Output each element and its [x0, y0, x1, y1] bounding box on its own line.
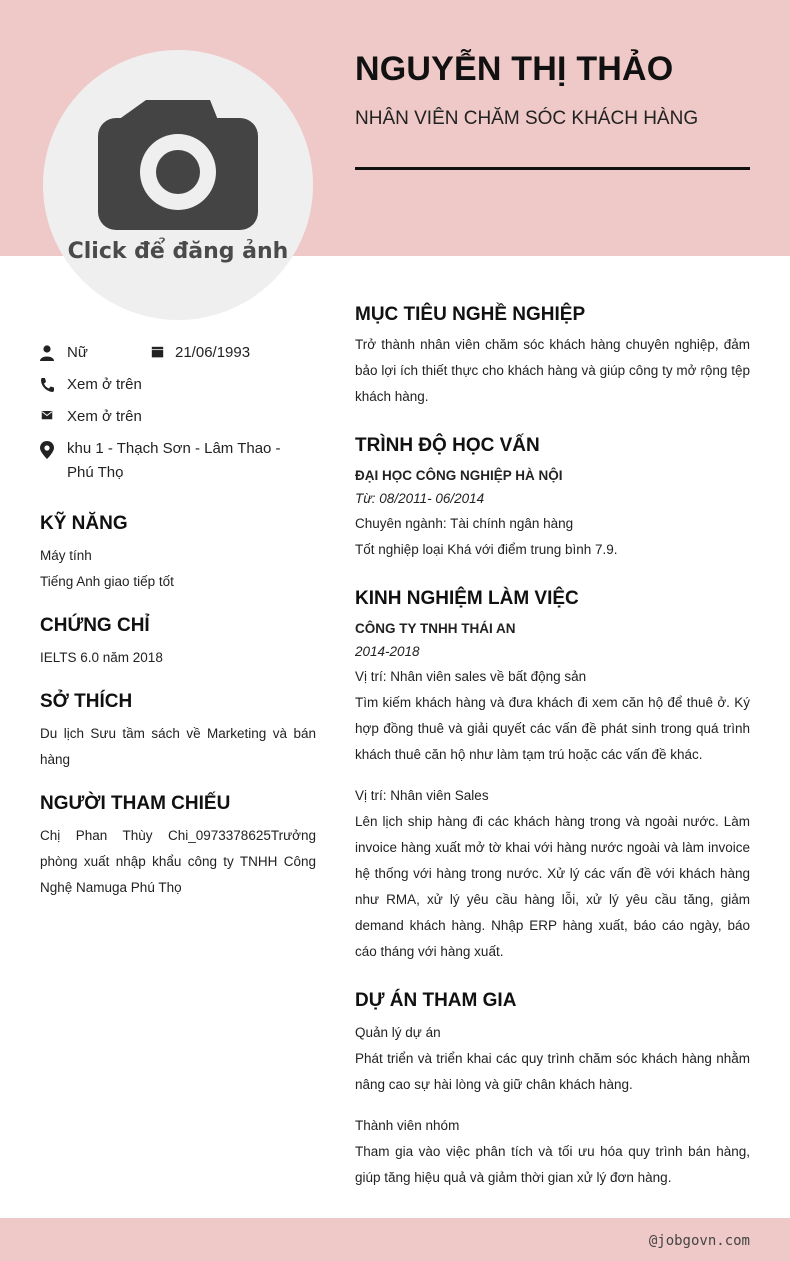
footer-site: @jobgovn.com — [648, 1233, 750, 1249]
project-title: Thành viên nhóm — [355, 1118, 460, 1133]
email-value: Xem ở trên — [67, 408, 142, 425]
title-divider — [355, 167, 750, 170]
project-description: Phát triển và triển khai các quy trình chăm sóc khách hàng nhằm nâng cao sự hài lòng và giữ chân khách hàng. — [355, 1051, 750, 1092]
education-result: Tốt nghiệp loại Khá với điểm trung bình 7.9. — [355, 542, 618, 557]
birthdate-row — [150, 341, 310, 365]
references-text: Chị Phan Thùy Chi_0973378625Trưởng phòng xuất nhập khẩu công ty TNHH Công Nghệ Namuga Phú Thọ — [40, 828, 316, 895]
experience-heading: KINH NGHIỆM LÀM VIỆC — [355, 588, 579, 609]
hobbies-heading: SỞ THÍCH — [40, 691, 133, 712]
birthdate-value: 21/06/1993 — [175, 344, 251, 361]
phone-row — [40, 373, 316, 397]
experience-role: Vị trí: Nhân viên Sales — [355, 788, 489, 803]
gender-row — [40, 341, 160, 365]
gender-value: Nữ — [67, 344, 88, 361]
education-period: Từ: 08/2011- 06/2014 — [355, 491, 485, 506]
address-line-2: Phú Thọ — [67, 464, 124, 481]
skills-heading: KỸ NĂNG — [40, 513, 128, 534]
experience-role: Vị trí: Nhân viên sales về bất động sản — [355, 669, 587, 684]
objective-heading: MỤC TIÊU NGHỀ NGHIỆP — [355, 304, 586, 325]
skill-item: Tiếng Anh giao tiếp tốt — [40, 574, 174, 589]
experience-period: 2014-2018 — [355, 644, 420, 659]
objective-text: Trở thành nhân viên chăm sóc khách hàng chuyên nghiệp, đảm bảo lợi ích thiết thực cho khách hàng và giúp công ty mở rộng tệp khách hàng. — [355, 337, 750, 404]
skill-item: Máy tính — [40, 548, 92, 563]
candidate-name: NGUYỄN THỊ THẢO — [355, 50, 674, 88]
phone-icon — [40, 377, 54, 393]
education-major: Chuyên ngành: Tài chính ngân hàng — [355, 516, 574, 531]
location-pin-icon — [40, 441, 54, 459]
references-heading: NGƯỜI THAM CHIẾU — [40, 793, 231, 814]
phone-value: Xem ở trên — [67, 376, 142, 393]
project-title: Quản lý dự án — [355, 1025, 441, 1040]
envelope-icon — [40, 411, 54, 423]
upload-photo-label: Click để đăng ảnh — [67, 239, 289, 264]
company-name: CÔNG TY TNHH THÁI AN — [355, 621, 516, 636]
camera-icon — [98, 90, 258, 230]
address-line-1: khu 1 - Thạch Sơn - Lâm Thao - — [67, 440, 281, 457]
project-description: Tham gia vào việc phân tích và tối ưu hóa quy trình bán hàng, giúp tăng hiệu quả và giảm thời gian xử lý đơn hàng. — [355, 1144, 750, 1185]
experience-description: Lên lịch ship hàng đi các khách hàng trong và ngoài nước. Làm invoice hàng xuất mở tờ khai với hàng nước ngoài và làm invoice hệ thống với hàng trong nước. Xử lý các vấn đề với khách hàng như RMA, xử lý yêu cầu hàng lỗi, xử lý yêu cầu tăng, giảm demand khách hàng. Nhập ERP hàng xuất, báo cáo ngày, báo cáo tháng với hàng xuất. — [355, 814, 750, 959]
school-name: ĐẠI HỌC CÔNG NGHIỆP HÀ NỘI — [355, 468, 563, 483]
education-heading: TRÌNH ĐỘ HỌC VẤN — [355, 435, 540, 456]
projects-heading: DỰ ÁN THAM GIA — [355, 990, 517, 1011]
hobbies-text: Du lịch Sưu tầm sách về Marketing và bán hàng — [40, 726, 316, 767]
job-title: NHÂN VIÊN CHĂM SÓC KHÁCH HÀNG — [355, 108, 699, 129]
email-row — [40, 405, 316, 429]
certificate-item: IELTS 6.0 năm 2018 — [40, 650, 163, 665]
certificates-heading: CHỨNG CHỈ — [40, 615, 150, 636]
experience-description: Tìm kiếm khách hàng và đưa khách đi xem căn hộ để thuê ở. Ký hợp đồng thuê và giải quyết các vấn đề phát sinh trong quá trình khách thuê căn hộ như làm tạm trú hoặc các vấn đề khác. — [355, 695, 750, 762]
person-icon — [40, 345, 54, 361]
address-row — [40, 437, 316, 485]
avatar-upload[interactable] — [43, 50, 313, 320]
calendar-icon — [150, 346, 165, 359]
